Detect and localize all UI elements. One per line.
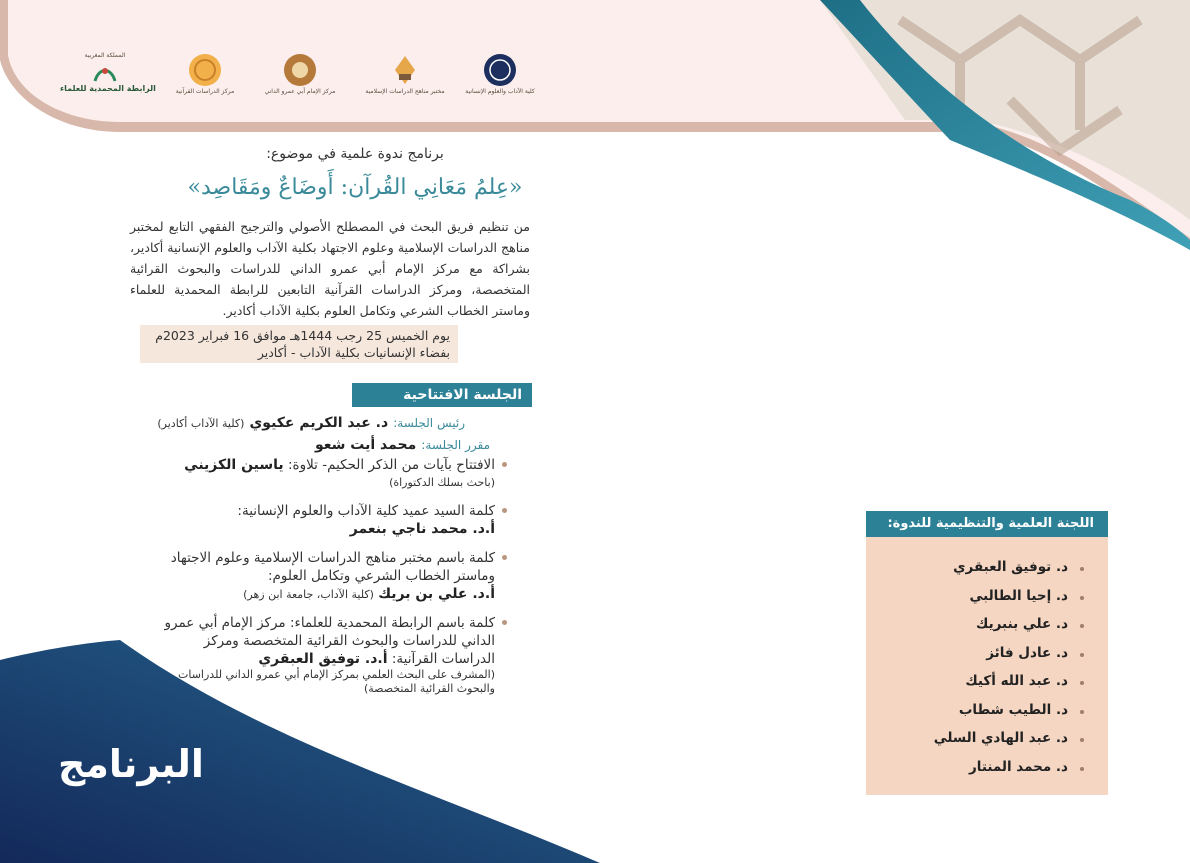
session-title: الجلسة الافتتاحية <box>403 387 522 403</box>
item-text: كلمة باسم الرابطة المحمدية للعلماء: مركز الإمام أبي عمرو الداني للدراسات والبحوث القرائية المتخصصة ومركز الدراسات القرآنية: <box>164 615 495 667</box>
logo-caption: مختبر مناهج الدراسات الإسلامية <box>365 88 445 95</box>
committee-list <box>934 557 1068 785</box>
member-name: د. إحيا الطالبي <box>969 587 1068 604</box>
session-chair <box>157 412 465 431</box>
committee-header: اللجنة العلمية والتنظيمية للندوة: <box>866 511 1108 537</box>
bullet-dot <box>1080 681 1084 685</box>
bullet-dot <box>1080 738 1084 742</box>
logo-imam-dani-center <box>255 52 345 122</box>
bullet-dot <box>1080 653 1084 657</box>
committee-member <box>934 614 1068 643</box>
program-item <box>150 502 495 538</box>
item-speaker: أ.د. علي بن بريك <box>378 586 495 602</box>
item-affiliation: (باحث بسلك الدكتوراة) <box>389 476 495 489</box>
bullet-dot <box>502 555 507 560</box>
committee-member <box>934 671 1068 700</box>
logo-rabita-mohammadia <box>60 52 156 122</box>
item-speaker: أ.د. توفيق العبقري <box>258 651 388 667</box>
committee-member <box>934 728 1068 757</box>
chair-name: د. عبد الكريم عكيوي <box>249 415 389 431</box>
rapporteur-role: مقرر الجلسة: <box>421 438 490 452</box>
logo-caption: الرابطة المحمدية للعلماء <box>60 84 156 93</box>
logo-caption: كلية الآداب والعلوم الإنسانية <box>465 88 535 95</box>
venue-line: بفضاء الإنسانيات بكلية الآداب - أكادير <box>257 345 450 360</box>
symposium-title: «عِلمُ مَعَانِي القُرآن: أَوضَاعٌ ومَقَاصِد» <box>187 175 523 200</box>
logo-quranic-studies-center <box>160 52 250 122</box>
item-affiliation: (كلية الآداب، جامعة ابن زهر) <box>243 588 374 601</box>
item-text: الافتتاح بآيات من الذكر الحكيم- تلاوة: <box>283 457 495 473</box>
member-name: د. علي بنبريك <box>976 616 1068 632</box>
session-time: 9:00 <box>487 411 522 427</box>
bullet-dot <box>502 462 507 467</box>
program-intro: برنامج ندوة علمية في موضوع: <box>266 146 444 162</box>
item-text: كلمة باسم مختبر مناهج الدراسات الإسلامية وعلوم الاجتهاد وماستر الخطاب الشرعي وتكامل العلوم: <box>170 550 495 584</box>
logo-caption: مركز الدراسات القرآنية <box>175 88 235 95</box>
program-item <box>150 614 495 696</box>
committee-member <box>934 643 1068 672</box>
date-box <box>140 325 458 363</box>
program-item <box>150 456 495 492</box>
committee-member <box>934 557 1068 586</box>
logo-caption: مركز الإمام أبي عمرو الداني <box>264 88 336 95</box>
bullet-dot <box>502 620 507 625</box>
rapporteur-name: محمد أيت شعو <box>314 437 417 453</box>
bullet-dot <box>1080 710 1084 714</box>
logo-quran-studies-center <box>360 52 450 122</box>
logo-subcaption: المملكة المغربية <box>84 52 126 59</box>
committee-member <box>934 700 1068 729</box>
session-rapporteur <box>315 434 490 453</box>
committee-member <box>934 586 1068 615</box>
item-speaker: أ.د. محمد ناجي بنعمر <box>349 521 495 537</box>
item-text: كلمة السيد عميد كلية الآداب والعلوم الإنسانية: <box>237 503 495 519</box>
item-speaker: ياسين الكزيني <box>184 457 284 473</box>
program-label: البرنامج <box>58 742 204 786</box>
member-name: د. الطيب شطاب <box>958 701 1068 718</box>
bullet-dot <box>1080 624 1084 628</box>
committee-member <box>934 757 1068 786</box>
bullet-dot <box>1080 767 1084 771</box>
chair-affiliation: (كلية الآداب أكادير) <box>157 417 245 430</box>
bullet-dot <box>1080 567 1084 571</box>
logo-flsh-agadir <box>455 52 545 122</box>
organizers-paragraph: من تنظيم فريق البحث في المصطلح الأصولي والترجيح الفقهي التابع لمختبر مناهج الدراسات الإسلامية وعلوم الاجتهاد بكلية الآداب والعلوم الإنسانية أكادير، بشراكة مع مركز الإمام أبي عمرو الداني للدراسات والبحوث القرائية المتخصصة، ومركز الدراسات القرآنية التابعين للرابطة المحمدية للعلماء وماستر الخطاب الشرعي وتكامل العلوم بكلية الآداب أكادير. <box>130 219 530 318</box>
member-name: د. عبد الهادي السلي <box>933 730 1068 746</box>
member-name: د. توفيق العبقري <box>953 559 1068 575</box>
member-name: د. عادل فائز <box>986 644 1068 661</box>
bullet-dot <box>1080 596 1084 600</box>
item-affiliation: (المشرف على البحث العلمي بمركز الإمام أبي عمرو الداني للدراسات والبحوث القرائية المتخصصة) <box>178 668 495 695</box>
committee-box <box>866 537 1108 795</box>
chair-role: رئيس الجلسة: <box>393 416 465 430</box>
member-name: د. محمد المنتار <box>968 758 1068 775</box>
date-line: يوم الخميس 25 رجب 1444هـ موافق 16 فبراير 2023م <box>155 328 450 343</box>
program-item <box>150 549 495 604</box>
bullet-dot <box>502 508 507 513</box>
member-name: د. عبد الله أكيك <box>965 673 1068 689</box>
